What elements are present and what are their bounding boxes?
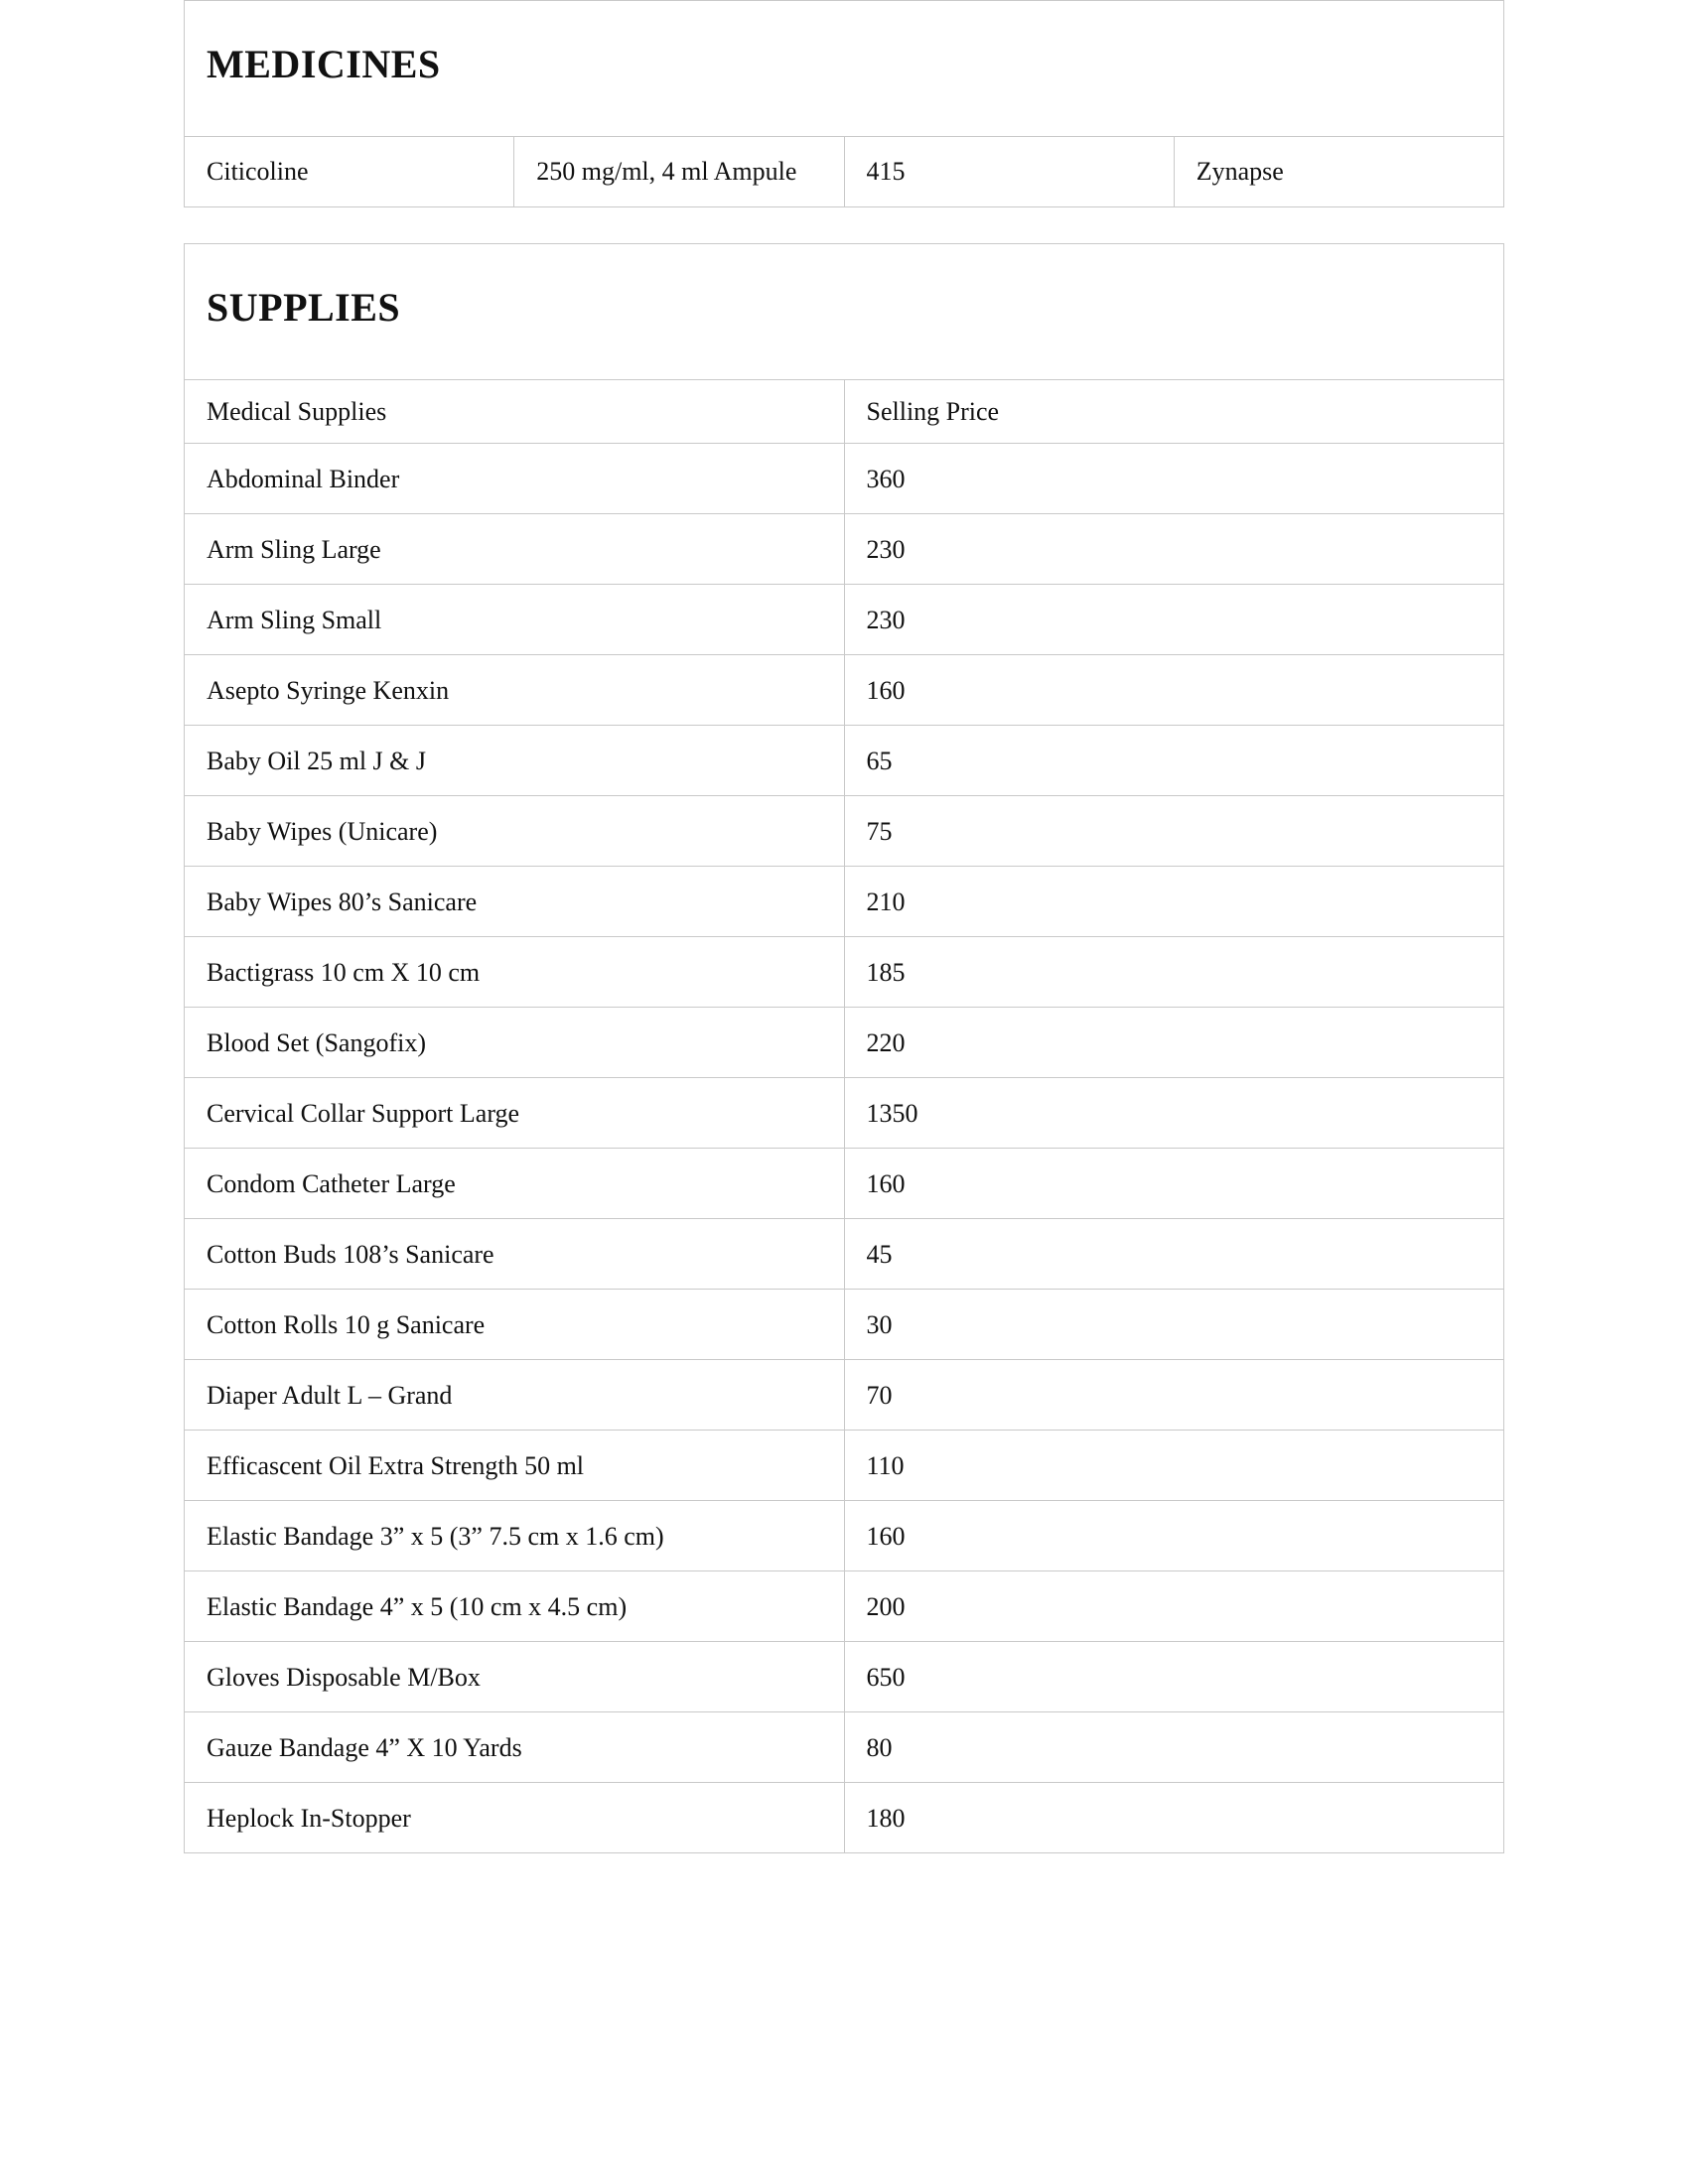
supply-name: Cervical Collar Support Large (185, 1078, 845, 1149)
supply-name: Heplock In-Stopper (185, 1783, 845, 1853)
supply-name: Diaper Adult L – Grand (185, 1360, 845, 1431)
supply-name: Efficascent Oil Extra Strength 50 ml (185, 1431, 845, 1501)
supply-price: 1350 (844, 1078, 1504, 1149)
supplies-section (184, 243, 1504, 1853)
section-title-medicines: MEDICINES (207, 42, 441, 86)
table-row (185, 1219, 1504, 1290)
table-row (185, 1431, 1504, 1501)
supply-price: 230 (844, 514, 1504, 585)
supply-price: 65 (844, 726, 1504, 796)
table-row (185, 1642, 1504, 1712)
supply-name: Gloves Disposable M/Box (185, 1642, 845, 1712)
table-row (185, 1783, 1504, 1853)
supply-price: 30 (844, 1290, 1504, 1360)
supply-price: 160 (844, 655, 1504, 726)
table-row (185, 1360, 1504, 1431)
supply-name: Asepto Syringe Kenxin (185, 655, 845, 726)
supply-price: 360 (844, 444, 1504, 514)
supply-price: 185 (844, 937, 1504, 1008)
table-row (185, 585, 1504, 655)
supplies-title-cell (185, 244, 1504, 380)
supply-name: Bactigrass 10 cm X 10 cm (185, 937, 845, 1008)
supply-name: Elastic Bandage 3” x 5 (3” 7.5 cm x 1.6 cm) (185, 1501, 845, 1571)
supply-price: 80 (844, 1712, 1504, 1783)
table-row (185, 514, 1504, 585)
table-row (185, 655, 1504, 726)
section-title-supplies: SUPPLIES (207, 285, 401, 330)
table-row (185, 137, 1504, 207)
table-row (185, 444, 1504, 514)
medicine-price: 415 (844, 137, 1174, 207)
table-row (185, 1149, 1504, 1219)
table-row (185, 1712, 1504, 1783)
supply-name: Gauze Bandage 4” X 10 Yards (185, 1712, 845, 1783)
supply-name: Blood Set (Sangofix) (185, 1008, 845, 1078)
table-row (185, 937, 1504, 1008)
supply-price: 160 (844, 1149, 1504, 1219)
supply-name: Cotton Rolls 10 g Sanicare (185, 1290, 845, 1360)
table-row (185, 796, 1504, 867)
supply-price: 650 (844, 1642, 1504, 1712)
supply-price: 210 (844, 867, 1504, 937)
supply-price: 180 (844, 1783, 1504, 1853)
supply-name: Baby Oil 25 ml J & J (185, 726, 845, 796)
supply-name: Baby Wipes 80’s Sanicare (185, 867, 845, 937)
supply-price: 110 (844, 1431, 1504, 1501)
supply-name: Cotton Buds 108’s Sanicare (185, 1219, 845, 1290)
supply-price: 70 (844, 1360, 1504, 1431)
supply-name: Abdominal Binder (185, 444, 845, 514)
table-row (185, 1501, 1504, 1571)
medicines-title-row (185, 1, 1504, 137)
supplies-header-row (185, 380, 1504, 444)
supply-price: 220 (844, 1008, 1504, 1078)
table-row (185, 1078, 1504, 1149)
supply-name: Condom Catheter Large (185, 1149, 845, 1219)
column-header-price: Selling Price (844, 380, 1504, 444)
table-row (185, 1290, 1504, 1360)
supply-name: Baby Wipes (Unicare) (185, 796, 845, 867)
medicine-brand: Zynapse (1174, 137, 1503, 207)
supply-name: Arm Sling Small (185, 585, 845, 655)
medicine-description: 250 mg/ml, 4 ml Ampule (514, 137, 844, 207)
medicine-name: Citicoline (185, 137, 514, 207)
supply-price: 160 (844, 1501, 1504, 1571)
table-row (185, 1008, 1504, 1078)
table-row (185, 1571, 1504, 1642)
supply-price: 200 (844, 1571, 1504, 1642)
section-gap (0, 207, 1688, 243)
supplies-title-row (185, 244, 1504, 380)
medicines-title-cell (185, 1, 1504, 137)
medicines-section (184, 0, 1504, 207)
supply-price: 75 (844, 796, 1504, 867)
table-row (185, 867, 1504, 937)
table-row (185, 726, 1504, 796)
supply-price: 45 (844, 1219, 1504, 1290)
supply-price: 230 (844, 585, 1504, 655)
column-header-item: Medical Supplies (185, 380, 845, 444)
supply-name: Elastic Bandage 4” x 5 (10 cm x 4.5 cm) (185, 1571, 845, 1642)
supply-name: Arm Sling Large (185, 514, 845, 585)
